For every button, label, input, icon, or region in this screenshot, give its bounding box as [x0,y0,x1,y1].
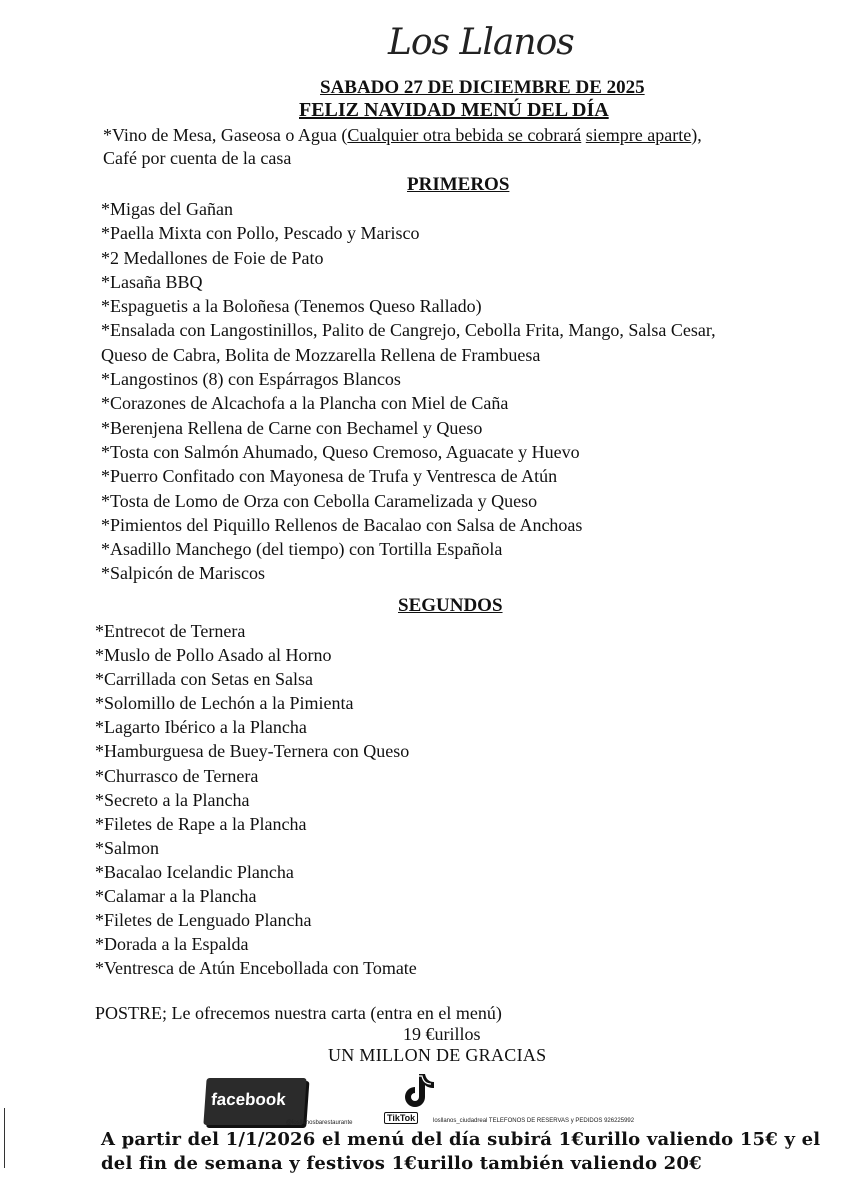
drinks-note-close: ), [691,125,702,145]
segundos-dish: *Hamburguesa de Buey-Ternera con Queso [95,741,410,762]
segundos-dish: *Secreto a la Plancha [95,789,250,810]
segundos-dish: *Filetes de Rape a la Plancha [95,813,307,834]
primeros-dish: *Puerro Confitado con Mayonesa de Trufa y Ventresca de Atún [101,466,558,487]
drinks-note [103,124,702,170]
tiktok-icon [397,1070,437,1110]
facebook-logo [203,1078,306,1125]
notice-line-2: del fin de semana y festivos 1€urillo también valiendo 20€ [101,1153,702,1174]
primeros-dish: *2 Medallones de Foie de Pato [101,247,324,268]
segundos-heading: SEGUNDOS [398,595,503,616]
primeros-dish: *Tosta de Lomo de Orza con Cebolla Caramelizada y Queso [101,490,538,511]
segundos-dish: *Entrecot de Ternera [95,621,246,641]
primeros-heading: PRIMEROS [407,174,510,195]
segundos-dish: *Carrillada con Setas en Salsa [95,669,313,690]
menu-price: 19 €urillos [403,1024,481,1044]
primeros-dish: Queso de Cabra, Bolita de Mozzarella Rellena de Frambuesa [101,344,541,365]
notice-line-1: A partir del 1/1/2026 el menú del día subirá 1€urillo valiendo 15€ y el [101,1129,821,1150]
segundos-dish: *Bacalao Icelandic Plancha [95,861,294,882]
segundos-dish: *Ventresca de Atún Encebollada con Tomate [95,958,417,979]
drinks-note-line-2: Café por cuenta de la casa [103,148,292,168]
drinks-note-underline-1: Cualquier otra bebida se cobrará [347,125,582,145]
primeros-dish: *Asadillo Manchego (del tiempo) con Tortilla Española [101,539,503,560]
primeros-dish: *Lasaña BBQ [101,271,203,292]
facebook-handle: @losllanosbarestaurante [286,1120,353,1126]
segundos-dish: *Calamar a la Plancha [95,886,257,907]
facebook-label: facebook [210,1090,287,1109]
primeros-dish: *Paella Mixta con Pollo, Pescado y Marisco [101,223,420,244]
price-change-notice [101,1128,820,1176]
restaurant-logo: Los Llanos [388,22,574,63]
primeros-dish: *Salpicón de Mariscos [101,563,265,584]
segundos-dish: *Muslo de Pollo Asado al Horno [95,645,332,666]
primeros-dish: *Langostinos (8) con Espárragos Blancos [101,369,401,390]
tiktok-handle-and-phone: losllanos_ciudadreal TELEFONOS DE RESERVAS y PEDIDOS 926225992 [433,1118,635,1124]
segundos-list [95,619,417,980]
primeros-dish: *Pimientos del Piquillo Rellenos de Bacalao con Salsa de Anchoas [101,514,583,535]
page-edge-mark [4,1108,5,1168]
segundos-dish: *Filetes de Lenguado Plancha [95,910,312,931]
primeros-dish: *Corazones de Alcachofa a la Plancha con Miel de Caña [101,393,509,414]
menu-subtitle-text: FELIZ NAVIDAD MENÚ DEL DÍA [299,99,609,121]
postre-note: POSTRE; Le ofrecemos nuestra carta (entra en el menú) [95,1003,502,1023]
primeros-dish: *Espaguetis a la Boloñesa (Tenemos Queso Rallado) [101,296,482,317]
primeros-dish: *Ensalada con Langostinillos, Palito de Cangrejo, Cebolla Frita, Mango, Salsa Cesar, [101,320,716,341]
segundos-dish: *Dorada a la Espalda [95,934,249,955]
menu-subtitle [299,99,609,122]
drinks-note-underline-2: siempre aparte [585,125,692,145]
primeros-list [101,197,716,586]
drinks-note-text: *Vino de Mesa, Gaseosa o Agua ( [103,125,348,145]
primeros-dish: *Migas del Gañan [101,199,233,219]
segundos-dish: *Solomillo de Lechón a la Pimienta [95,693,354,714]
segundos-dish: *Lagarto Ibérico a la Plancha [95,717,307,738]
menu-date: SABADO 27 DE DICIEMBRE DE 2025 [320,77,645,98]
tiktok-label: TikTok [384,1112,418,1124]
segundos-dish: *Churrasco de Ternera [95,765,259,786]
drinks-note-line-1 [103,124,702,147]
primeros-dish: *Tosta con Salmón Ahumado, Queso Cremoso, Aguacate y Huevo [101,441,580,462]
thanks-note: UN MILLON DE GRACIAS [328,1045,547,1065]
primeros-dish: *Berenjena Rellena de Carne con Bechamel y Queso [101,417,483,438]
segundos-dish: *Salmon [95,837,160,858]
